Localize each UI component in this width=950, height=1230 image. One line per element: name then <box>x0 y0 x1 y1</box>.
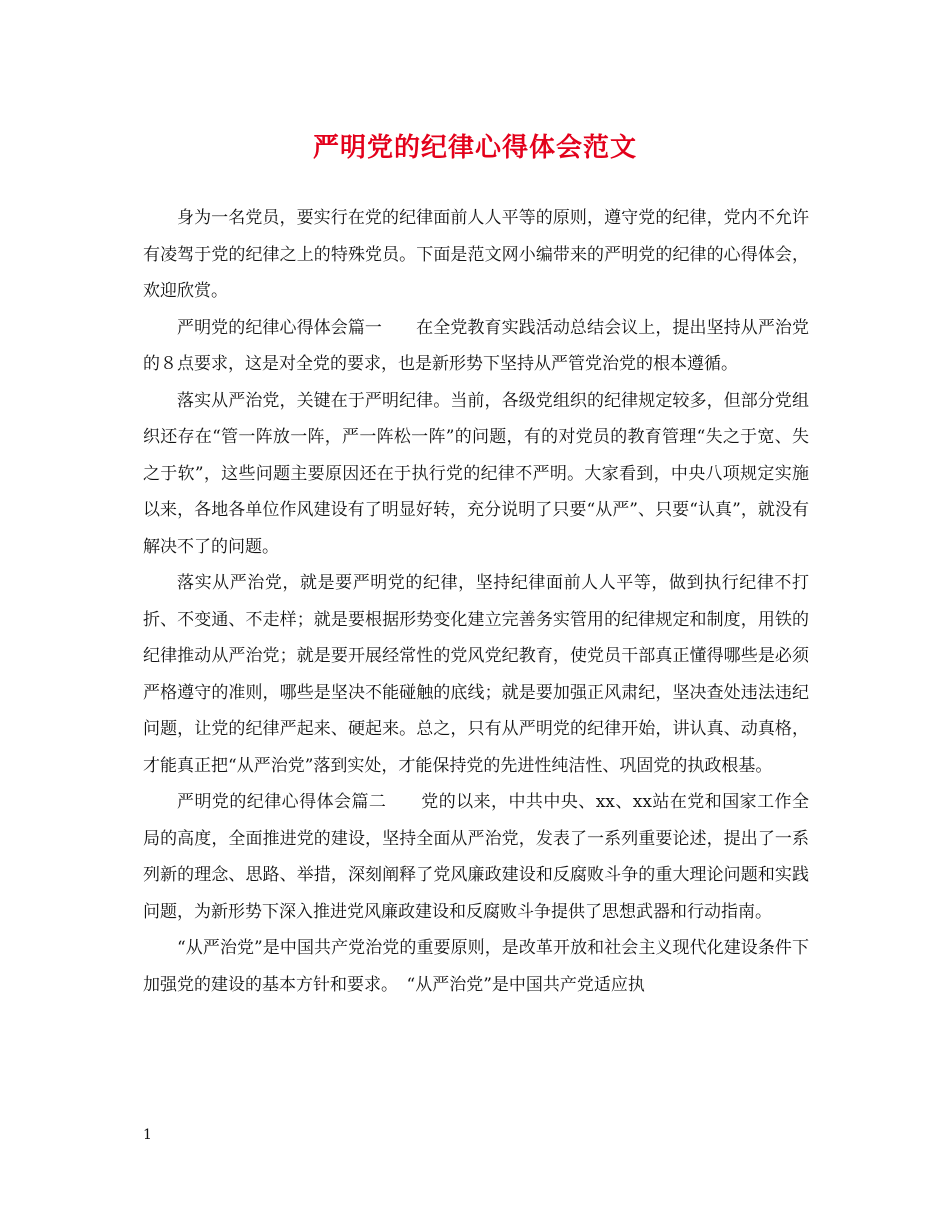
paragraph-section-two: 严明党的纪律心得体会篇二 党的以来，中共中央、xx、xx站在党和国家工作全局的高度，全面推进党的建设，坚持全面从严治党，发表了一系列重要论述，提出了一系列新的理念、思路、举措，深刻阐释了党风廉政建设和反腐败斗争的重大理论问题和实践问题，为新形势下深入推进党风廉政建设和反腐败斗争提供了思想武器和行动指南。 <box>143 792 809 922</box>
paragraph-discipline: 落实从严治党，关键在于严明纪律。当前，各级党组织的纪律规定较多，但部分党组织还存在“管一阵放一阵，严一阵松一阵”的问题，有的对党员的教育管理“失之于宽、失之于软”，这些问题主要原因还在于执行党的纪律不严明。大家看到，中央八项规定实施以来，各地各单位作风建设有了明显好转，充分说明了只要“从严”、只要“认真”，就没有解决不了的问题。 <box>143 390 809 557</box>
paragraph-intro: 身为一名党员，要实行在党的纪律面前人人平等的原则，遵守党的纪律，党内不允许有凌驾于党的纪律之上的特殊党员。下面是范文网小编带来的严明党的纪律的心得体会，欢迎欣赏。 <box>143 208 809 301</box>
paragraph-principle: “从严治党”是中国共产党治党的重要原则，是改革开放和社会主义现代化建设条件下加强党的建设的基本方针和要求。 “从严治党”是中国共产党适应执 <box>143 938 809 995</box>
paragraph-section-one: 严明党的纪律心得体会篇一 在全党教育实践活动总结会议上，提出坚持从严治党的８点要求，这是对全党的要求，也是新形势下坚持从严管党治党的根本遵循。 <box>143 317 809 374</box>
document-title: 严明党的纪律心得体会范文 <box>312 133 637 163</box>
document-body <box>143 200 809 1003</box>
page-number: 1 <box>143 1127 152 1143</box>
paragraph-implementation: 落实从严治党，就是要严明党的纪律，坚持纪律面前人人平等，做到执行纪律不打折、不变通、不走样；就是要根据形势变化建立完善务实管用的纪律规定和制度，用铁的纪律推动从严治党；就是要开展经常性的党风党纪教育，使党员干部真正懂得哪些是必须严格遵守的准则，哪些是坚决不能碰触的底线；就是要加强正风肃纪，坚决查处违法违纪问题，让党的纪律严起来、硬起来。总之，只有从严明党的纪律开始，讲认真、动真格，才能真正把“从严治党”落到实处，才能保持党的先进性纯洁性、巩固党的执政根基。 <box>143 573 809 776</box>
